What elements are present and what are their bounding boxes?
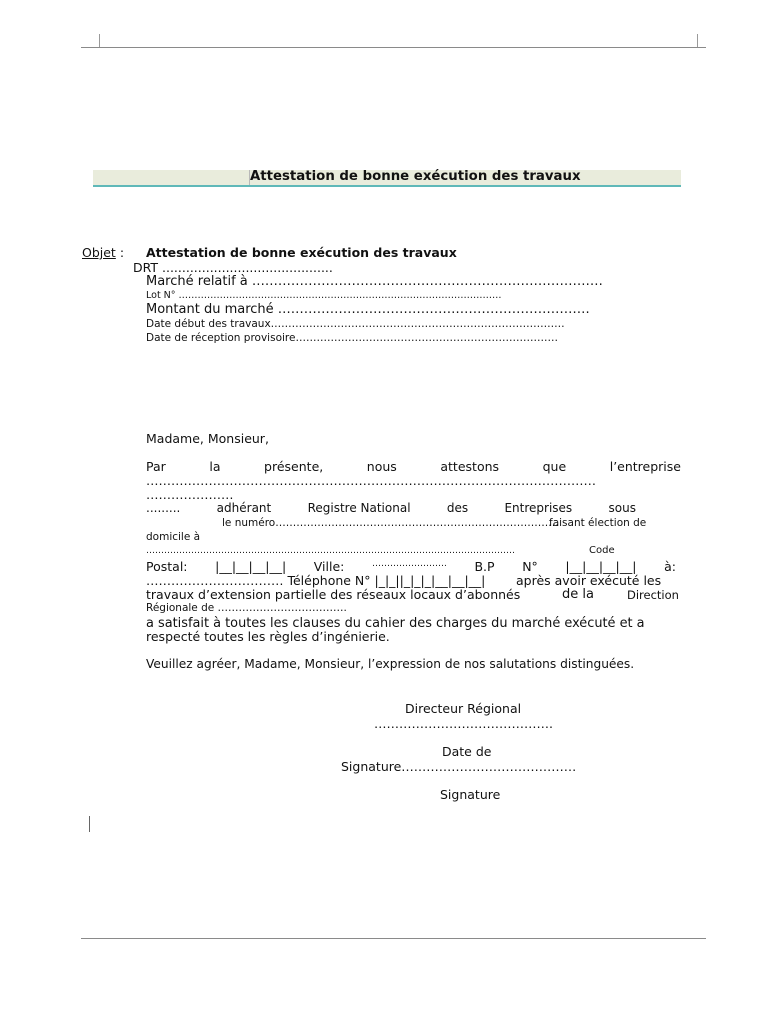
word: |__|__|__|__| [215, 559, 287, 574]
date-debut-field: Date début des travaux………………………………………………………………………… [146, 318, 565, 330]
word: sous [608, 501, 636, 515]
word: la [209, 459, 221, 474]
word: l’entreprise [609, 459, 681, 474]
travaux-line: travaux d’extension partielle des réseaux locaux d’abonnés [146, 587, 521, 602]
document-title: Attestation de bonne exécution des travaux [250, 169, 581, 184]
word: |__|__|__|__| [565, 559, 637, 574]
word: Par [146, 459, 166, 474]
postal-line [146, 559, 676, 574]
header-margin-mark-left [99, 34, 100, 47]
word: à: [664, 559, 676, 574]
word: des [446, 501, 469, 515]
dots-line: ……………………………………………………………………………………………… [146, 473, 596, 488]
direction-label: Direction [627, 588, 679, 602]
objet-value: Attestation de bonne exécution des travaux [146, 245, 457, 260]
word: nous [366, 459, 397, 474]
word: Entreprises [504, 501, 573, 515]
director-dots: ……………………………………. [374, 716, 553, 731]
salutation: Madame, Monsieur, [146, 431, 269, 446]
domicile-label: domicile à [146, 531, 201, 543]
code-label: Code [589, 545, 615, 556]
word: présente, [264, 459, 324, 474]
date-reception-field: Date de réception provisoire………………………………………………………………… [146, 332, 558, 344]
regionale-line: Régionale de ………………………………. [146, 602, 347, 614]
word: ……………………. [372, 559, 447, 569]
objet-label: Objet : [82, 245, 125, 260]
word: B.P [474, 559, 495, 574]
closing-line: Veuillez agréer, Madame, Monsieur, l’expression de nos salutations distinguées. [146, 657, 635, 671]
word: adhérant [216, 501, 272, 515]
dots-line: …………………………………………………………………………………………………………… [146, 546, 515, 556]
word: ......... [146, 501, 181, 515]
word: attestons [440, 459, 500, 474]
drt-field: DRT ........................................... [133, 260, 333, 275]
satisfait-line: a satisfait à toutes les clauses du cahier des charges du marché exécuté et a [146, 616, 645, 631]
word: Registre National [307, 501, 411, 515]
montant-field: Montant du marché ……………………………………………………………… [146, 302, 590, 317]
cursor-mark [89, 816, 90, 832]
header-rule [81, 47, 706, 48]
word: que [542, 459, 567, 474]
director-label: Directeur Régional [405, 701, 522, 716]
telephone-line-end: après avoir exécuté les [516, 573, 662, 588]
adherant-line [146, 501, 636, 515]
footer-rule [81, 938, 706, 939]
signature-line: Signature…………………………………… [341, 759, 577, 774]
satisfait-line: respecté toutes les règles d’ingénierie. [146, 629, 390, 644]
word: N° [522, 559, 538, 574]
dots-line: ………………… [146, 487, 234, 502]
header-margin-mark-right [697, 34, 698, 47]
lot-field: Lot N° ………………………………………………………………………………………… [146, 290, 502, 301]
faisant-election: faisant élection de [549, 517, 647, 529]
numero-line: le numéro……………………………………………………………………… [222, 517, 559, 529]
signature-label: Signature [440, 787, 501, 802]
travaux-de-la: de la [562, 587, 594, 602]
word: Ville: [313, 559, 345, 574]
marche-field: Marché relatif à ……………………………………………………………………… [146, 274, 603, 289]
word: Postal: [146, 559, 188, 574]
date-label: Date de [442, 744, 492, 759]
telephone-line: …………………………… Téléphone N° |_|_||_|_|_|__|__|__| [146, 573, 486, 588]
paragraph-intro [146, 459, 681, 474]
